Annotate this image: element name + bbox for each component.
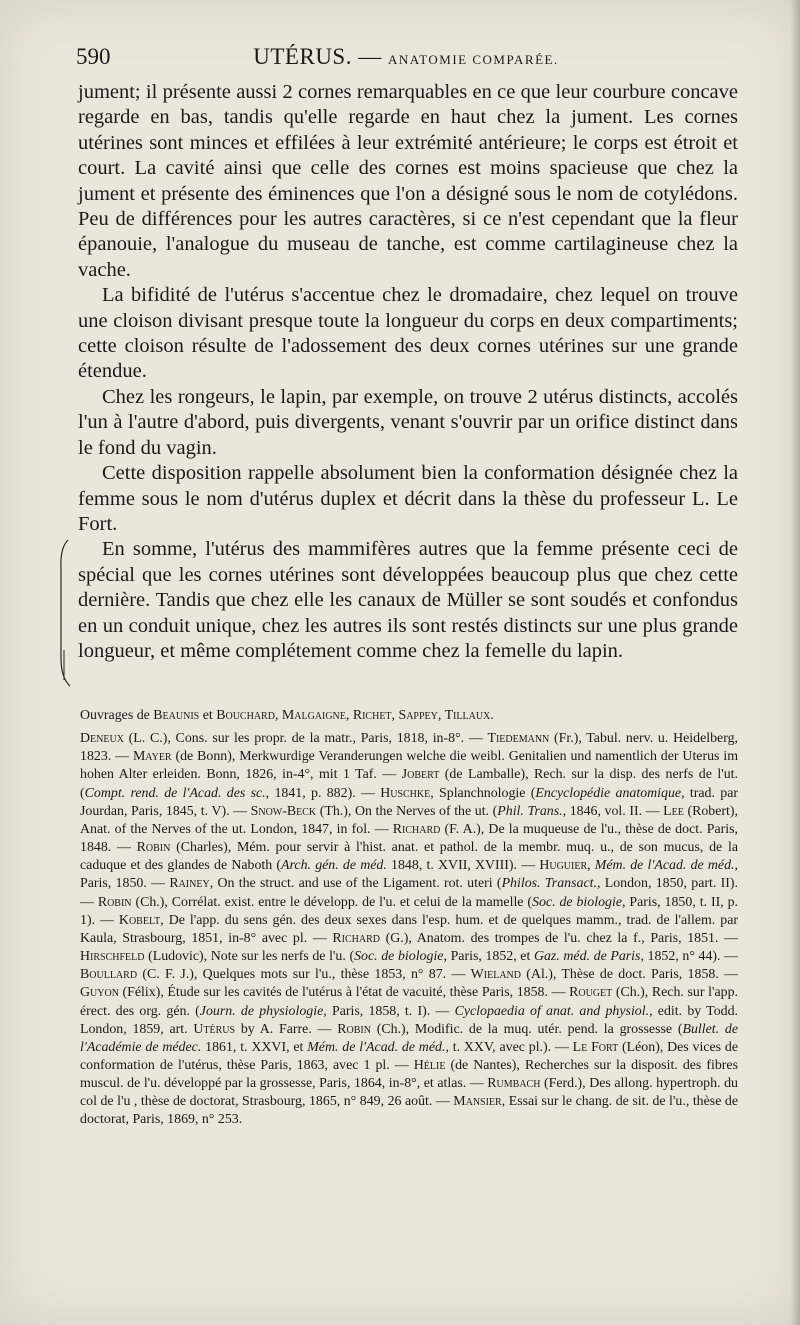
ref-text: (de Bonn), Merkwurdige Veranderungen welche die weibl. Genitalien und namentlich der Uterus im hohen Alter erleiden. Bonn, 1826, in-4°, mit 1 Taf. — [80,749,739,783]
ref-text: , 1846, vol. II. — [562,803,664,819]
ref-text: (Ch.), Modific. de la muq. utér. pend. la grossesse ( [370,1021,683,1037]
journal-title: Compt. rend. de l'Acad. des sc. [84,785,266,801]
ref-text: (Robert), Anat. of the Nerves of the ut. London, 1847, in fol. — [80,803,738,837]
author: Richard [392,821,441,837]
running-title-separator: — [351,44,388,69]
ref-text: , Paris, 1858, t. I). — [323,1003,455,1019]
author: Richard [332,930,380,946]
journal-title: Philos. Transact. [501,876,597,892]
ref-text: , London, 1850, part. II). — [80,876,738,910]
journal-title: Phil. Trans. [497,803,563,819]
running-title-main: UTÉRUS. [253,44,352,69]
ref-text: (C. F. J.), Quelques mots sur l'u., thèse 1853, n° 87. — [137,967,471,983]
ref-text: , [587,858,595,874]
paragraph-3: Chez les rongeurs, le lapin, par exemple, on trouve 2 utérus distincts, accolés l'un à l'autre d'abord, puis divergents, venant s'ouvrir par un orifice distinct dans le fond du vagin. [78,385,738,459]
author: Bouchard [216,708,275,723]
ref-text: , 1852, n° 44). — [640,949,738,965]
journal-title: Mém. de l'Acad. de méd. [307,1039,446,1055]
running-title-sub: ANATOMIE COMPARÉE. [387,52,559,67]
ref-text: (de Lamballe), Rech. sur la disp. des nerfs de l'ut. ( [80,767,738,801]
author: Rouget [569,985,613,1001]
paragraph-2: La bifidité de l'utérus s'accentue chez le dromadaire, chez lequel on trouve une cloison divisant presque toute la longueur du corps en deux compartiments; cette cloison résulte de l'adossement des deux cornes utérines sur une grande étendue. [78,284,738,383]
ref-text: , trad. par Jourdan, Paris, 1845, t. V). — [80,785,738,819]
ref-text: (Ch.), Rech. sur l'app. érect. des org. gén. ( [80,985,738,1019]
author: Mansier [453,1094,502,1110]
ref-text: , 1841, p. 882). — [265,785,381,801]
paragraph-5: En somme, l'utérus des mammifères autres que la femme présente ceci de spécial que les cornes utérines sont développées beaucoup plus que chez cette dernière. Tandis que chez elle les canaux de Müller se sont soudés et confondus en un conduit unique, chez les autres ils sont restés distincts sur une plus grande longueur, et même complétement comme chez la femelle du lapin. [78,538,738,662]
author: Hirschfeld [80,949,145,965]
paragraph-1: jument; il présente aussi 2 cornes remarquables en ce que leur courbure concave regarde en bas, tandis qu'elle regarde en haut chez la jument. Les cornes utérines sont minces et effilées à leur extrémité antérieure; le corps est étroit et court. La cavité ainsi que celle des cornes est moins spacieuse que chez la jument et présente des éminences que l'on a désigné sous le nom de cotylédons. Peu de différences pour les autres caractères, si ce n'est cependant que la fleur épanouie, l'analogue du museau de tanche, est comme cartilagineuse chez la vache. [78,81,738,281]
journal-title: Bullet. de l'Académie de médec. [80,1021,739,1055]
author: Robin [337,1021,371,1037]
author: Huschke [380,785,431,801]
author: Jobert [401,767,440,783]
ref-text: 1861, t. XXVI, et [201,1039,308,1055]
bibliography-intro [80,707,738,725]
journal-title: Journ. de physiologie [199,1003,324,1019]
journal-title: Cyclopaedia of anat. and physiol. [454,1003,650,1019]
author: Snow-Beck [250,803,317,819]
ref-text: (F. A.), De la muqueuse de l'u., thèse de doct. Paris, 1848. — [80,821,738,856]
page-number: 590 [76,44,111,69]
ref-text: , Paris, 1850, t. II, p. 1). — [80,894,738,928]
author-list: , Malgaigne, Richet, Sappey, Tillaux. [274,708,494,723]
ref-text: (de Nantes), Recherches sur la disposit. des fibres muscul. de l'u. développé par la grossesse, Paris, 1864, in-8°, et atlas. — [80,1057,739,1092]
ref-text: , De l'app. du sens gén. des deux sexes dans l'esp. hum. et de quelques mamm., trad. de l'allem. par Kaula, Strasbourg, 1851, in-8° avec pl. — [80,912,738,946]
author: Guyon [80,985,119,1001]
ref-text: , Paris, 1850. — [80,858,738,892]
author: Robin [136,840,171,856]
author: Lee [663,803,684,819]
author: Deneux [80,731,124,747]
ref-text: , Paris, 1852, et [443,949,534,965]
ref-text: (Ludovic), Note sur les nerfs de l'u. ( [144,949,355,965]
author: Hélie [413,1057,446,1073]
ref-text: (Ch.), Corrélat. exist. entre le développ. de l'u. et celui de la mamelle ( [131,894,533,910]
author: Kobelt [118,912,161,928]
ref-text: , Splanchnologie ( [430,785,536,801]
author: Beaunis [153,708,200,723]
bibliography [80,707,738,1130]
ref-text: , On the struct. and use of the Ligament. rot. uteri ( [209,876,502,892]
bibliography-intro-prefix: Ouvrages de [80,708,154,723]
ref-text: (L. C.), Cons. sur les propr. de la matr., Paris, 1818, in-8°. — [123,731,488,747]
handwritten-margin-bracket [54,538,72,688]
journal-title: Arch. gén. de méd. [281,858,387,874]
ref-text: (Félix), Étude sur les cavités de l'utérus à l'état de vacuité, thèse Paris, 1858. — [118,985,570,1001]
author: Le Fort [572,1039,619,1055]
ref-text: (Fr.), Tabul. nerv. u. Heidelberg, 1823. — [80,731,738,765]
journal-title: Soc. de biologie [532,894,622,910]
bibliography-intro-conj: et [199,708,217,723]
ref-text: (Al.), Thèse de doct. Paris, 1858. — [520,967,738,983]
main-text [78,80,738,664]
journal-title: Encyclopédie anatomique [535,785,682,801]
author: Wieland [470,967,521,983]
paragraph-4: Cette disposition rappelle absolument bien la conformation désignée chez la femme sous le nom d'utérus duplex et décrit dans la thèse du professeur L. Le Fort. [78,462,738,535]
ref-text: 1848, t. XVII, XVIII). — [386,858,540,874]
author: Tiedemann [487,731,550,747]
author: Boullard [80,967,138,983]
author: Robin [97,894,132,910]
ref-text: (Charles), Mém. pour servir à l'hist. anat. et pathol. de la membr. muq. u., de son mucus, de la caduque et des glandes de Naboth ( [80,840,738,874]
ref-text: , t. XXV, avec pl.). — [445,1039,573,1055]
ref-text: , Essai sur le chang. de sit. de l'u., thèse de doctorat, Paris, 1869, n° 253. [80,1094,738,1128]
ref-text: by A. Farre. — [235,1021,338,1037]
article-title: Utérus [193,1021,236,1037]
author: Rumbach [487,1076,541,1092]
bibliography-list [80,730,738,1129]
author: Huguier [539,858,588,874]
running-title [76,44,736,70]
author: Mayer [132,749,172,765]
journal-title: Soc. de biologie [354,949,444,965]
ref-text: (Ferd.), Des allong. hypertroph. du col de l'u , thèse de doctorat, Strasbourg, 1865, n° 849, 26 août. — [80,1076,738,1110]
ref-text: , edit. by Todd. London, 1859, art. [80,1003,739,1037]
ref-text: (G.), Anatom. des trompes de l'u. chez la f., Paris, 1851. — [379,930,739,946]
journal-title: Mém. de l'Acad. de méd. [594,858,735,874]
page-edge-shadow [790,0,800,1325]
ref-text: (Th.), On the Nerves of the ut. ( [316,803,498,819]
running-header [76,44,736,76]
author: Rainey [169,876,210,892]
ref-text: (Léon), Des vices de conformation de l'utérus, thèse Paris, 1863, avec 1 pl. — [80,1039,739,1073]
journal-title: Gaz. méd. de Paris [533,949,641,965]
